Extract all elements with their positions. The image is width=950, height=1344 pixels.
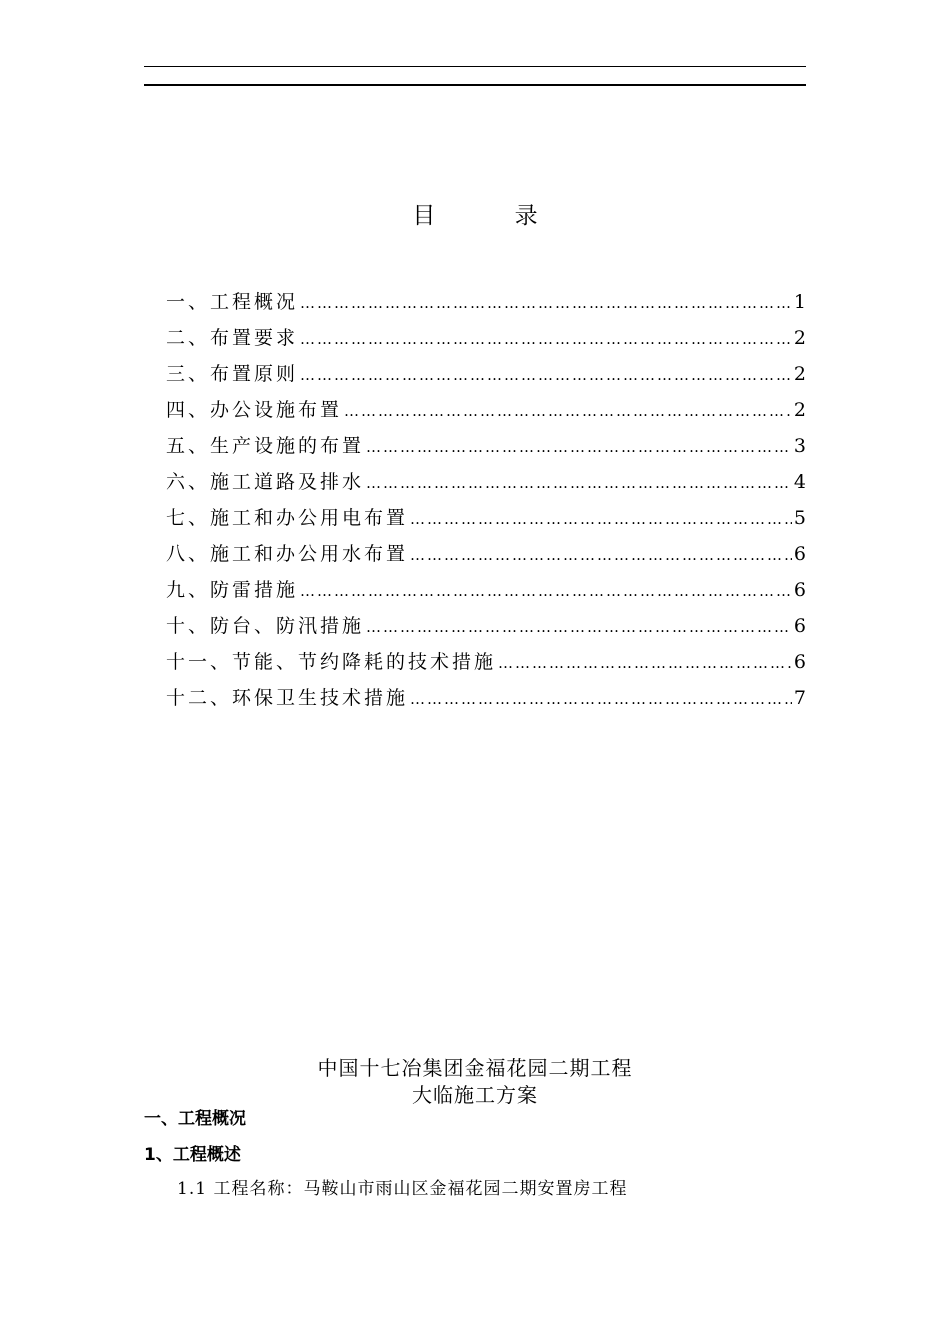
toc-entry-label: 十、防台、防汛措施 [166, 615, 365, 637]
toc-entry-page: 2 [793, 399, 806, 421]
toc-entry-label: 十二、环保卫生技术措施 [166, 687, 409, 709]
toc-entry[interactable] [166, 536, 806, 572]
section-heading: 一、工程概况 [144, 1109, 246, 1129]
toc-leader-dots [300, 285, 792, 321]
toc-entry-label: 七、施工和办公用电布置 [166, 507, 409, 529]
body-paragraph: 1.1 工程名称：马鞍山市雨山区金福花园二期安置房工程 [177, 1179, 628, 1199]
toc-entry[interactable] [166, 608, 806, 644]
header-rule-top [144, 66, 806, 67]
toc-entry-page: 7 [793, 687, 806, 709]
toc-entry-page: 2 [793, 327, 806, 349]
toc-leader-dots [410, 681, 792, 717]
toc-entry-page: 3 [793, 435, 806, 457]
toc-entry[interactable] [166, 644, 806, 680]
toc-leader-dots [366, 609, 792, 645]
toc-entry-label: 六、施工道路及排水 [166, 471, 365, 493]
header-rule-bottom [144, 84, 806, 86]
toc-leader-dots [300, 573, 792, 609]
toc-entry[interactable] [166, 428, 806, 464]
toc-entry-page: 6 [793, 579, 806, 601]
toc-leader-dots [300, 357, 792, 393]
toc-entry-page: 6 [793, 651, 806, 673]
toc-entry[interactable] [166, 680, 806, 716]
toc-entry-label: 四、办公设施布置 [166, 399, 343, 421]
toc-entry[interactable] [166, 572, 806, 608]
toc-entry-label: 二、布置要求 [166, 327, 299, 349]
toc-entry-page: 4 [793, 471, 806, 493]
toc-leader-dots [344, 393, 792, 429]
toc-entry[interactable] [166, 500, 806, 536]
toc-entry[interactable] [166, 464, 806, 500]
toc-entry-label: 一、工程概况 [166, 291, 299, 313]
toc-leader-dots [498, 645, 792, 681]
table-of-contents [166, 284, 806, 716]
toc-entry[interactable] [166, 284, 806, 320]
toc-entry[interactable] [166, 320, 806, 356]
toc-leader-dots [366, 429, 792, 465]
toc-leader-dots [300, 321, 792, 357]
toc-leader-dots [366, 465, 792, 501]
toc-entry-page: 1 [793, 291, 806, 313]
toc-leader-dots [410, 501, 792, 537]
toc-entry-page: 2 [793, 363, 806, 385]
toc-entry-page: 5 [793, 507, 806, 529]
toc-title: 目 录 [412, 203, 574, 229]
toc-entry-label: 十一、节能、节约降耗的技术措施 [166, 651, 497, 673]
document-subtitle: 大临施工方案 [412, 1083, 538, 1107]
toc-entry[interactable] [166, 356, 806, 392]
toc-entry-label: 九、防雷措施 [166, 579, 299, 601]
toc-entry-label: 八、施工和办公用水布置 [166, 543, 409, 565]
toc-entry-label: 五、生产设施的布置 [166, 435, 365, 457]
toc-entry-page: 6 [793, 543, 806, 565]
toc-entry-label: 三、布置原则 [166, 363, 299, 385]
toc-entry-page: 6 [793, 615, 806, 637]
toc-leader-dots [410, 537, 792, 573]
subsection-heading: 1、工程概述 [144, 1145, 241, 1165]
toc-entry[interactable] [166, 392, 806, 428]
document-title: 中国十七冶集团金福花园二期工程 [317, 1056, 633, 1080]
